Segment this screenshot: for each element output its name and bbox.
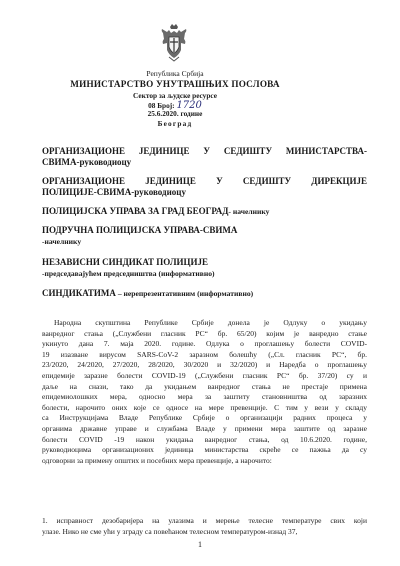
- page-number: 1: [198, 540, 202, 549]
- body-line: Народна скупштина Републике Србије донела је Одлуку о укидању: [54, 318, 367, 327]
- recipient-suffix: - начелнику: [228, 207, 270, 216]
- body-line: ванредног стања („Службени гласник РС“ бр. 65/20) којим је ванредно стање: [42, 328, 367, 338]
- body-line: болести, нарочито оних које се односе на мере превенције. С тим у вези у складу: [42, 402, 367, 412]
- body-line: 19 изазване вирусом SARS-CoV-2 заразном болешћу („Сл. гласник РС“, бр.: [42, 349, 367, 359]
- recipient-line: ПОДРУЧНА ПОЛИЦИЈСКА УПРАВА-СВИМА: [42, 225, 238, 235]
- recipient-line: -председавајућем председништва (информативно): [42, 269, 215, 278]
- body-line: органима државне управе и службама Владе у примени мера заштите од заразне: [42, 423, 367, 433]
- recipient-line: НЕЗАВИСНИ СИНДИКАТ ПОЛИЦИЈЕ: [42, 257, 209, 267]
- recipient-3: [42, 206, 367, 217]
- document-number-label: 08 Број:: [148, 101, 175, 110]
- body-line: болести COVID -19 након укидања ванредног стања, од 10.6.2020. године,: [42, 434, 367, 444]
- recipient-6: [42, 288, 367, 299]
- ministry-name: МИНИСТАРСТВО УНУТРАШЊИХ ПОСЛОВА: [70, 79, 280, 89]
- recipient-4: [42, 225, 367, 247]
- body-line: са Инструкцијама Владе Републике Србије о организацији радних процеса у: [42, 413, 367, 423]
- recipient-2: [42, 176, 367, 198]
- body-paragraph: [42, 318, 367, 466]
- body-line: 23/2020, 24/2020, 27/2020, 28/2020, 30/2020 и 32/2020) и Наредба о проглашењу: [42, 360, 367, 370]
- body-line: епидемије заразне болести COVID-19 („Службени гласник РС“ бр. 37/20) су и: [42, 370, 367, 380]
- recipient-line: -начелнику: [42, 237, 82, 246]
- list-item-line: улазе. Нико не сме ући у зграду са повећаном телесном температуром-изнад 37,: [42, 526, 298, 536]
- republic-name: Република Србија: [146, 69, 204, 78]
- sector-name: Сектор за људске ресурсе: [133, 91, 217, 100]
- coat-of-arms-emblem: [159, 23, 189, 63]
- recipient-1: [42, 146, 367, 168]
- body-line: руководиоцима организационих јединица министарства скреће се пажња да су: [42, 445, 367, 455]
- document-city: Београд: [157, 119, 193, 128]
- recipient-5: [42, 257, 367, 279]
- recipient-line: ОРГАНИЗАЦИОНЕ ЈЕДИНИЦЕ У СЕДИШТУ МИНИСТАРСТВА-: [42, 146, 367, 156]
- body-line: даље на снази, тако да укидањем ванредног стања не престаје примена: [42, 381, 367, 391]
- recipient-suffix: – нерепрезентативним (информативно): [115, 289, 254, 298]
- recipient-line: ОРГАНИЗАЦИОНЕ ЈЕДИНИЦЕ У СЕДИШТУ ДИРЕКЦИЈЕ: [42, 176, 367, 186]
- body-line: епидемиолошких мера, односно мера за заштиту становништва од заразних: [42, 392, 367, 402]
- list-item-line: 1. исправност дезобаријера на улазима и мерење телесне температуре свих који: [42, 516, 367, 525]
- body-line: одговорни за примену општих и посебних мера превенције, а нарочито:: [42, 455, 272, 465]
- list-item-1: [42, 516, 367, 537]
- body-line: укинуто дана 7. маја 2020. године. Одлука о проглашењу болести COVID-: [42, 339, 367, 349]
- recipient-main: СИНДИКАТИМА: [42, 288, 116, 298]
- document-date: 25.6.2020. године: [147, 109, 203, 118]
- recipient-line: СВИМА-руководиоцу: [42, 157, 132, 167]
- recipient-line: ПОЛИЦИЈЕ-СВИМА-руководиоцу: [42, 187, 186, 197]
- document-number-handwritten: 1720: [176, 100, 202, 111]
- recipient-main: ПОЛИЦИЈСКА УПРАВА ЗА ГРАД БЕОГРАД: [42, 206, 229, 216]
